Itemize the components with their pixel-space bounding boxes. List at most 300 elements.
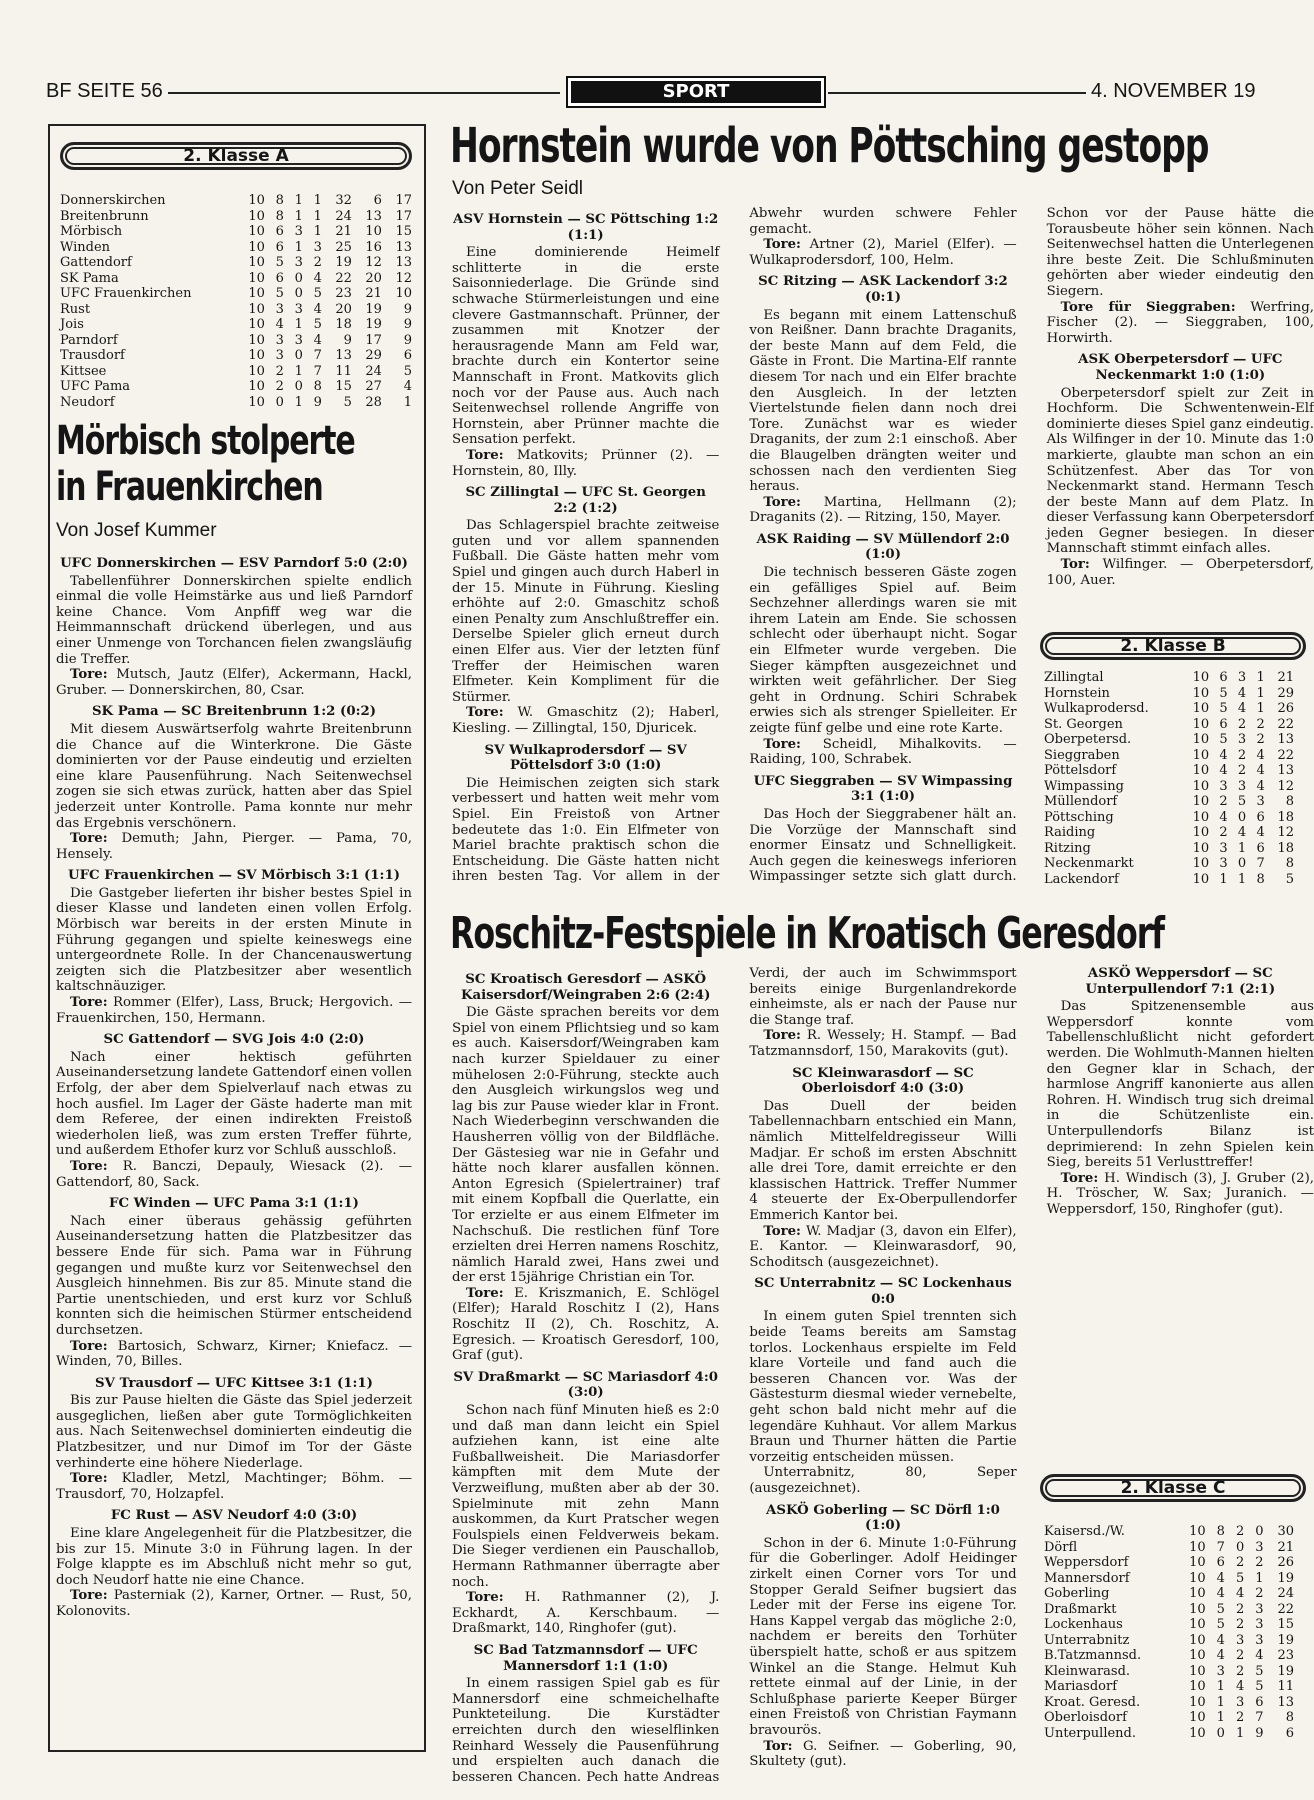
game-report: Das Duell der beiden Tabellennachbarn entschied ein Mann, nämlich Mittelfeldregisseur Willi Madjar. Er schoß im ersten Abschnitt alle drei Tore, damit erreichte er den klassischen Hattrick. Treffer Nummer 4 steuerte der Ex-Oberpullendorfer Emmerich Kantor bei. (749, 1098, 1017, 1223)
stat-cell: 7 (1216, 1539, 1225, 1555)
stat-cell: 17 (365, 332, 382, 348)
stat-cell: 3 (294, 224, 303, 239)
stat-cell: 21 (365, 286, 382, 301)
game-title: SV Trausdorf — UFC Kittsee 3:1 (1:1) (95, 1375, 373, 1391)
stat-cell: 10 (248, 286, 265, 301)
game-title: FC Winden — UFC Pama 3:1 (1:1) (109, 1196, 359, 1212)
game-report: Das Hoch der Sieggrabener hält an. Die Vorzüge der Mannschaft sind enormer Einsatz und Schnelligkeit. Auch gegen die keineswegs inferioren Wimpassinger setzte sich glatt durch. Schon vor der Pause hätte die Torausbeute höher sein können. Nach Seitenwechsel hatten die Unterlegenen ihre beste Zeit. Die Schlußminuten gehörten aber wieder eindeutig den Siegern. (749, 206, 1314, 885)
team-name: Mörbisch (60, 224, 123, 239)
stat-cell: 10 (1189, 1555, 1206, 1570)
game-report: Bis zur Pause hielten die Gäste das Spiel jederzeit ausgeglichen, ließen aber gute Tormöglichkeiten aus. Nach Seitenwechsel dominierten eindeutig die Platzbesitzer, und nur Dimof im Tor der Gäste verhinderte eine höhere Niederlage. (56, 1393, 412, 1471)
team-name: Kaisersd./W. (1044, 1524, 1125, 1539)
stat-cell: 12 (1277, 778, 1294, 794)
stat-cell: 3 (1255, 1617, 1264, 1632)
standings-row (1044, 856, 1294, 872)
stat-cell: 0 (294, 379, 303, 394)
stat-cell: 13 (335, 348, 352, 363)
stat-cell: 6 (275, 270, 284, 286)
stat-cell: 19 (1277, 1632, 1294, 1648)
section-label: SPORT (566, 76, 826, 108)
stat-cell: 29 (1277, 685, 1294, 701)
stat-cell: 17 (395, 208, 412, 224)
stat-cell: 0 (294, 348, 303, 363)
stat-cell: 8 (1285, 1710, 1294, 1725)
art1-headline-1: Mörbisch stolperte (56, 418, 355, 464)
standings-row (60, 317, 412, 333)
scorers-label: Tore: (466, 1285, 504, 1301)
standings-row (60, 364, 412, 380)
scorers-label: Tore: (70, 831, 108, 847)
standings-row (60, 209, 412, 225)
stat-cell: 19 (365, 317, 382, 332)
standings-row (60, 193, 412, 209)
standings-row (1044, 1710, 1294, 1726)
scorers-label: Tore: (466, 1590, 504, 1606)
team-name: Pöttelsdorf (1044, 763, 1117, 778)
game-report: In einem guten Spiel trennten sich beide Teams bereits am Samstag torlos. Lockenhaus erspielte im Feld klare Vorteile und fand auch die besseren Chancen vor. Was der Gästesturm diesmal wieder vernebelte, geht schon bald nicht mehr auf die legendäre Kuhhaut. Vor allem Markus Braun und Thurner hätten die Partie vorzeitig entscheiden müssen. (749, 1309, 1017, 1465)
stat-cell: 7 (1256, 856, 1265, 871)
stat-cell: 1 (313, 193, 322, 208)
game-title: ASK Oberpetersdorf — UFC Neckenmarkt 1:0 (1:0) (1078, 352, 1283, 383)
stat-cell: 10 (248, 379, 265, 394)
stat-cell: 2 (1235, 1555, 1245, 1570)
scorers-text: Martina, Hellmann (2); Draganits (2). — Ritzing, 150, Mayer. (749, 494, 1017, 526)
team-name: UFC Frauenkirchen (60, 286, 192, 301)
stat-cell: 10 (1192, 825, 1210, 840)
stat-cell: 1 (313, 224, 322, 239)
left-box (48, 124, 426, 1752)
stat-cell: 8 (275, 208, 284, 224)
standings-row (60, 379, 412, 395)
stat-cell: 3 (1235, 1632, 1245, 1648)
stat-cell: 1 (1237, 871, 1247, 887)
standings-row (1044, 1571, 1294, 1587)
header-rule-left (168, 92, 560, 94)
stat-cell: 3 (1235, 1694, 1245, 1710)
standings-row (1044, 670, 1294, 686)
stat-cell: 32 (335, 193, 352, 208)
stat-cell: 30 (1277, 1524, 1294, 1539)
stat-cell: 7 (313, 363, 322, 379)
scorers-text: Kladler, Metzl, Machtinger; Böhm. — Trausdorf, 70, Holzapfel. (56, 1471, 412, 1502)
standings-row (1044, 1664, 1294, 1680)
stat-cell: 10 (1192, 871, 1210, 887)
team-name: Kittsee (60, 363, 107, 379)
game-report: Nach einer hektisch geführten Auseinandersetzung landete Gattendorf einen vollen Erfolg, der aber dem Spielverlauf nach etwas zu hoch ausfiel. Im Lager der Gäste haderte man mit dem Referee, der einen indirekten Freistoß wiederholen ließ, was zum ersten Treffer führte, und außerdem Ethofer kurz vor Schluß ausschloß. (56, 1049, 412, 1159)
stat-cell: 10 (1189, 1679, 1206, 1694)
stat-cell: 3 (1255, 1539, 1264, 1555)
game-title: SC Gattendorf — SVG Jois 4:0 (2:0) (103, 1032, 365, 1048)
standings-row (1044, 841, 1294, 857)
stat-cell: 0 (294, 270, 303, 286)
team-name: Weppersdorf (1044, 1555, 1129, 1570)
stat-cell: 8 (275, 193, 284, 208)
scorers-text: Matkovits; Prünner (2). — Hornstein, 80, Illy. (452, 447, 720, 479)
standings-row (1044, 763, 1294, 779)
stat-cell: 10 (1189, 1648, 1206, 1663)
standings-row (1044, 1679, 1294, 1695)
stat-cell: 4 (1235, 1586, 1245, 1601)
stat-cell: 10 (248, 193, 265, 208)
stat-cell: 11 (335, 363, 352, 379)
game-report: Das Schlagerspiel brachte zeitweise guten und vor allem spannenden Fußball. Die Gäste hatten mehr vom Spiel und gingen auch durch Haberl in der 15. Minute in Führung. Kiesling erhöhte auf 2:0. Gmaschitz schoß einen Penalty zum Anschlußtreffer ein. Derselbe Spieler glich erneut durch einen Elfer aus. Vier der letzten fünf Treffer der Heimischen waren Elfmeter. Kein Kompliment für die Stürmer. (452, 518, 720, 705)
stat-cell: 23 (1277, 1648, 1294, 1663)
standings-row (1044, 701, 1294, 717)
stat-cell: 4 (1256, 778, 1265, 794)
stat-cell: 10 (1189, 1694, 1206, 1710)
standings-row (1044, 717, 1294, 733)
game-title: ASK Raiding — SV Müllendorf 2:0 (1:0) (756, 531, 1010, 563)
scorers-label: Tore: (70, 1338, 108, 1354)
stat-cell: 18 (1277, 809, 1294, 825)
stat-cell: 10 (248, 332, 265, 348)
stat-cell: 3 (275, 348, 284, 363)
stat-cell: 4 (1237, 825, 1247, 840)
team-name: Raiding (1044, 825, 1096, 840)
scorers-text: Werfring, Fischer (2). — Sieggraben, 100, Horwirth. (1046, 299, 1314, 346)
stat-cell: 1 (1219, 871, 1228, 887)
stat-cell: 4 (1216, 1632, 1225, 1648)
game-title: UFC Frauenkirchen — SV Mörbisch 3:1 (1:1) (68, 868, 400, 884)
standings-row (1044, 686, 1294, 702)
team-name: B.Tatzmannsd. (1044, 1648, 1142, 1663)
stat-cell: 19 (1277, 1570, 1294, 1586)
game-scorers (749, 1739, 1016, 1770)
stat-cell: 6 (1255, 1694, 1264, 1710)
stat-cell: 1 (1256, 670, 1265, 685)
game-report: Eine dominierende Heimelf schlitterte in die erste Saisonniederlage. Die Gründe sind schwache Stürmerleistungen und eine clevere Gastmannschaft. Prünner, der zusammen mit Knotzer der herausragende Mann am Feld war, brachte durch ein Kontertor seine Mannschaft in Front. Matkovits glich noch vor der Pause aus. Auch nach Seitenwechsel rollende Angriffe von Hornstein, aber Prünner machte die Sensation perfekt. (452, 245, 720, 448)
stat-cell: 0 (1237, 809, 1247, 825)
standings-row (1044, 748, 1294, 764)
standings-row (1044, 825, 1294, 841)
stat-cell: 4 (275, 317, 284, 332)
klasse-b-table (1044, 670, 1294, 887)
stat-cell: 5 (275, 286, 284, 301)
stat-cell: 10 (1192, 778, 1210, 794)
game-scorers (452, 1590, 719, 1637)
game-scorers (452, 705, 719, 736)
game-title: SC Kleinwarasdorf — SC Oberloisdorf 4:0 (3:0) (792, 1065, 974, 1097)
stat-cell: 1 (294, 394, 303, 410)
stat-cell: 2 (1255, 1555, 1264, 1570)
stat-cell: 4 (1219, 747, 1228, 763)
stat-cell: 10 (1189, 1586, 1206, 1601)
stat-cell: 10 (1192, 747, 1210, 763)
stat-cell: 6 (275, 239, 284, 255)
team-name: Neudorf (60, 394, 115, 410)
game-title: SC Ritzing — ASK Lackendorf 3:2 (0:1) (758, 274, 1008, 305)
stat-cell: 10 (1192, 670, 1210, 685)
klasse-c-table (1044, 1524, 1294, 1741)
team-name: Breitenbrunn (60, 208, 149, 224)
stat-cell: 3 (294, 332, 303, 348)
standings-row (1044, 732, 1294, 748)
stat-cell: 28 (365, 394, 382, 410)
stat-cell: 10 (1192, 794, 1210, 809)
stat-cell: 19 (1277, 1663, 1294, 1679)
stat-cell: 7 (1255, 1710, 1264, 1725)
header-rule-right (828, 92, 1086, 94)
scorers-label: Tore: (466, 447, 504, 463)
team-name: Neckenmarkt (1044, 856, 1134, 871)
scorers-text: R. Wessely; H. Stampf. — Bad Tatzmannsdorf, 150, Marakovits (gut). (749, 1028, 1017, 1059)
team-name: Wulkaprodersd. (1044, 701, 1149, 716)
scorers-text: Pasterniak (2), Karner, Ortner. — Rust, 50, Kolonovits. (56, 1588, 412, 1619)
klasse-b-title: 2. Klasse B (1040, 632, 1306, 660)
stat-cell: 4 (1235, 1679, 1245, 1694)
scorers-label: Tore: (70, 1471, 108, 1487)
stat-cell: 10 (248, 317, 265, 332)
standings-row (1044, 1555, 1294, 1571)
team-name: Hornstein (1044, 685, 1110, 701)
stat-cell: 6 (1285, 1725, 1294, 1741)
stat-cell: 6 (1219, 670, 1228, 685)
standings-row (60, 271, 412, 287)
game-report: Die technisch besseren Gäste zogen ein gefälliges Spiel auf. Beim Sechzehner allerdings waren sie mit ihrem Latein am Ende. Sie schossen schlecht oder überhaupt nicht. Sogar ein Elfmeter wurde vergeben. Die Sieger kämpften ausgezeichnet und wirkten weit gefährlicher. Der Sieg geht in Ordnung. Schiri Schrabek erwies sich als strenger Spielleiter. Er zeigte fünf gelbe und eine rote Karte. (749, 565, 1017, 736)
stat-cell: 4 (1256, 747, 1265, 763)
stat-cell: 15 (1277, 1617, 1294, 1632)
game-scorers (749, 1224, 1016, 1271)
stat-cell: 8 (1285, 856, 1294, 871)
stat-cell: 12 (395, 270, 412, 286)
team-name: Zillingtal (1044, 670, 1104, 685)
stat-cell: 5 (1219, 685, 1228, 701)
issue-date: 4. NOVEMBER 19 (1091, 80, 1256, 102)
game-scorers (1047, 1171, 1314, 1218)
stat-cell: 13 (395, 255, 412, 270)
game-report: Es begann mit einem Lattenschuß von Reißner. Dann brachte Draganits, der beste Mann auf dem Feld, die Gäste in Front. Die Martina-Elf rannte diesem Tor nach und ein Elfer brachte den Ausgleich. In der letzten Viertelstunde fielen dann noch drei Tore. Zunächst war es wieder Draganits, der zum 2:1 einschoß. Aber die Blaugelben drängten weiter und schossen nach den verdienten Sieg heraus. (749, 307, 1017, 495)
stat-cell: 10 (248, 363, 265, 379)
stat-cell: 6 (275, 224, 284, 239)
stat-cell: 22 (1277, 716, 1294, 732)
scorers-text: Demuth; Jahn, Pierger. — Pama, 70, Hensely. (56, 831, 413, 862)
stat-cell: 2 (1235, 1524, 1245, 1539)
stat-cell: 2 (1235, 1601, 1245, 1617)
standings-row (60, 348, 412, 364)
scorers-label: Tore: (763, 736, 801, 752)
game-scorers (749, 1465, 1016, 1496)
team-name: Rust (60, 301, 91, 317)
stat-cell: 10 (1189, 1539, 1206, 1555)
game-title: SC Kroatisch Geresdorf — ASKÖ Kaisersdorf/Weingraben 2:6 (2:4) (460, 972, 711, 1003)
stat-cell: 5 (1216, 1617, 1225, 1632)
stat-cell: 0 (1255, 1524, 1264, 1539)
klasse-b-clip (1044, 670, 1294, 894)
stat-cell: 4 (313, 301, 322, 317)
stat-cell: 27 (365, 379, 382, 394)
team-name: Goberling (1044, 1586, 1110, 1601)
stat-cell: 16 (365, 239, 382, 255)
art2-headline: Hornstein wurde von Pöttsching gestopp (450, 118, 1209, 174)
stat-cell: 18 (1277, 840, 1294, 856)
game-report: Das Spitzenensemble aus Weppersdorf konnte vom Tabellenschlußlicht nicht gefordert werden. Die Wohlmuth-Mannen hielten den Gegner klar in Schach, der harmlose Angriff kanonierte aus allen Rohren. H. Windisch trug sich dreimal in die Schützenliste ein. Unterpullendorfs Bilanz ist deprimierend: In zehn Spielen kein Sieg, bereits 51 Verlusttreffer! (1046, 999, 1314, 1171)
art2-byline: Von Peter Seidl (452, 178, 583, 199)
stat-cell: 10 (1189, 1524, 1206, 1539)
stat-cell: 10 (1189, 1570, 1206, 1586)
stat-cell: 4 (313, 332, 322, 348)
stat-cell: 24 (335, 208, 352, 224)
game-report: Eine klare Angelegenheit für die Platzbesitzer, die bis zur 15. Minute 3:0 in Führung lagen. In der Folge klappte es im Abschluß nicht mehr so gut, doch Neudorf hatte nie eine Chance. (56, 1526, 412, 1588)
stat-cell: 6 (1256, 840, 1265, 856)
stat-cell: 1 (1216, 1710, 1225, 1725)
team-name: Kroat. Geresd. (1044, 1694, 1141, 1710)
stat-cell: 6 (403, 348, 412, 363)
stat-cell: 21 (1277, 1539, 1294, 1555)
stat-cell: 2 (1235, 1617, 1245, 1632)
stat-cell: 10 (248, 301, 265, 317)
stat-cell: 2 (1219, 825, 1228, 840)
stat-cell: 4 (1256, 825, 1265, 840)
game-report: Schon in der 6. Minute 1:0-Führung für die Goberlinger. Adolf Heidinger zirkelt einen Corner vors Tor und Stopper Gerald Seifner bugsiert das Leder mit der Ferse ins eigene Tor. Hans Kappel vergab das mögliche 2:0, nachdem er bereits den Torhüter überspielt hatte, schoß er aus spitzem Winkel an die Stange. Helmut Kuh rettete einmal auf der Linie, in der Schlußphase parierte Keeper Bürger einen Freistoß von Christian Faymann bravourös. (749, 1535, 1017, 1738)
stat-cell: 4 (1216, 1648, 1225, 1663)
team-name: Unterrabnitz (1044, 1632, 1130, 1648)
stat-cell: 5 (1255, 1663, 1264, 1679)
scorers-text: E. Kriszmanich, E. Schlögel (Elfer); Harald Roschitz I (2), Hans Roschitz II (2), Ch. Roschitz, A. Egresich. — Kroatisch Geresdorf, 100, Graf (gut). (452, 1285, 720, 1364)
scorers-text: W. Madjar (3, davon ein Elfer), E. Kantor. — Kleinwarasdorf, 90, Schoditsch (ausgezeichnet). (749, 1223, 1017, 1270)
stat-cell: 10 (248, 239, 265, 255)
scorers-text: W. Gmaschitz (2); Haberl, Kiesling. — Zillingtal, 150, Djuricek. (452, 705, 720, 736)
stat-cell: 1 (313, 208, 322, 224)
scorers-text: Bartosich, Schwarz, Kirner; Kniefacz. — Winden, 70, Billes. (56, 1338, 412, 1370)
game-title: ASKÖ Goberling — SC Dörfl 1:0 (1:0) (766, 1502, 1000, 1534)
team-name: UFC Pama (60, 379, 131, 394)
stat-cell: 3 (1255, 1601, 1264, 1617)
game-report: Oberpetersdorf spielt zur Zeit in Hochform. Die Schwentenwein-Elf dominierte dieses Spiel ganz eindeutig. Als Wilfinger in der 10. Minute das 1:0 markierte, glaubte man schon an ein Schützenfest. Aber das Tor von Neckenmarkt stand. Hermann Tesch der beste Mann auf dem Platz. In dieser Verfassung kann Oberpetersdorf jeden Gegner besiegen. In dieser Mannschaft stimmt einfach alles. (1046, 385, 1314, 557)
stat-cell: 10 (1192, 809, 1210, 825)
stat-cell: 10 (1192, 701, 1210, 716)
stat-cell: 15 (335, 379, 352, 394)
stat-cell: 1 (294, 239, 303, 255)
stat-cell: 10 (1192, 732, 1210, 747)
standings-row (1044, 1617, 1294, 1633)
standings-row (60, 302, 412, 318)
scorers-label: Tor: (763, 1738, 793, 1754)
scorers-text: Wilfinger. — Oberpetersdorf, 100, Auer. (1046, 557, 1314, 588)
stat-cell: 2 (1256, 716, 1265, 732)
stat-cell: 0 (1216, 1725, 1225, 1741)
team-name: Mannersdorf (1044, 1570, 1130, 1586)
team-name: Dörfl (1044, 1539, 1078, 1555)
art3-headline: Roschitz-Festspiele in Kroatisch Geresdorf (450, 908, 1164, 959)
stat-cell: 3 (1237, 670, 1247, 685)
stat-cell: 13 (1277, 732, 1294, 747)
stat-cell: 10 (1192, 716, 1210, 732)
stat-cell: 5 (313, 286, 322, 301)
game-scorers (56, 1339, 412, 1370)
stat-cell: 21 (335, 224, 352, 239)
stat-cell: 13 (395, 239, 412, 255)
stat-cell: 4 (1237, 701, 1247, 716)
klasse-c-title: 2. Klasse C (1040, 1474, 1306, 1502)
team-name: Oberpetersd. (1044, 732, 1132, 747)
stat-cell: 3 (1219, 778, 1228, 794)
game-report: Tabellenführer Donnerskirchen spielte endlich einmal die volle Heimstärke aus und ließ Parndorf keine Chance. Vom Anpfiff weg war die Heimmannschaft drückend überlegen, und aus einer Unmenge von Torchancen fielen zwangsläufig die Treffer. (56, 573, 412, 667)
stat-cell: 13 (1277, 1694, 1294, 1710)
team-name: Lackendorf (1044, 871, 1119, 887)
standings-row (1044, 779, 1294, 795)
stat-cell: 26 (1277, 1555, 1294, 1570)
standings-row (1044, 1540, 1294, 1556)
stat-cell: 1 (1235, 1725, 1245, 1741)
stat-cell: 2 (1237, 716, 1247, 732)
standings-row (1044, 1695, 1294, 1711)
game-scorers (1047, 300, 1314, 347)
stat-cell: 15 (395, 224, 412, 239)
stat-cell: 18 (335, 317, 352, 332)
stat-cell: 5 (1219, 732, 1228, 747)
game-title: SV Wulkaprodersdorf — SV Pöttelsdorf 3:0 (1:0) (484, 742, 687, 774)
game-report: Mit diesem Auswärtserfolg wahrte Breitenbrunn die Chance auf die Winterkrone. Die Gäste dominierten vor der Pause eindeutig und erzielten eine klare Pausenführung. Nach Seitenwechsel zogen sie sich etwas zurück, hatten aber das Spiel jederzeit unter Kontrolle. Pama konnte nur mehr das Ergebnis verschönern. (56, 721, 412, 831)
scorers-label: Tore für Sieggraben: (1060, 299, 1236, 315)
stat-cell: 5 (1235, 1570, 1245, 1586)
game-title: FC Rust — ASV Neudorf 4:0 (3:0) (110, 1508, 358, 1524)
stat-cell: 17 (395, 193, 412, 208)
stat-cell: 22 (335, 270, 352, 286)
stat-cell: 10 (248, 270, 265, 286)
stat-cell: 9 (403, 317, 412, 332)
page-header (46, 76, 1281, 106)
stat-cell: 25 (335, 239, 352, 255)
game-title: UFC Sieggraben — SV Wimpassing 3:1 (1:0) (753, 773, 1013, 805)
stat-cell: 9 (403, 332, 412, 348)
stat-cell: 10 (248, 348, 265, 363)
game-report: Die Gäste sprachen bereits vor dem Spiel von einem Pflichtsieg und so kam es auch. Kaisersdorf/Weingraben kam nach kurzer Spieldauer zu einer mühelosen 2:0-Führung, steckte auch den Ausgleich wirkungslos weg und lag bis zur Pause wieder klar in Front. Nach Wiederbeginn verschwanden die Hausherren völlig von der Bildfläche. Der Gästesieg war nie in Gefahr und hätte noch klarer ausfallen können. Anton Egresich (Spielertrainer) traf mit einem Kopfball die Querlatte, ein Tor erzielte er aus einem Elfmeter im Nachschuß. Die restlichen fünf Tore erzielten drei Herren namens Roschitz, nämlich Harald zwei, Hans zwei und der erst 15jährige Christian ein Tor. (452, 1005, 720, 1286)
stat-cell: 8 (313, 379, 322, 394)
game-scorers (452, 448, 719, 479)
game-report: Die Gastgeber lieferten ihr bisher bestes Spiel in dieser Klasse und landeten einen vollen Erfolg. Mörbisch war bereits in der ersten Minute in Führung gegangen und spielte keineswegs eine untergeordnete Rolle. In der Chancenauswertung zeigten sich die Platzbesitzer aber wesentlich kaltschnäuziger. (56, 885, 412, 995)
team-name: Gattendorf (60, 255, 132, 270)
stat-cell: 2 (275, 379, 284, 394)
scorers-label: Tore: (1060, 1170, 1099, 1186)
scorers-label: Tore: (763, 494, 801, 510)
team-name: Parndorf (60, 332, 118, 348)
scorers-text: G. Seifner. — Goberling, 90, Skultety (gut). (749, 1738, 1017, 1770)
stat-cell: 3 (313, 239, 322, 255)
scorers-text: Unterrabnitz, 80, Seper (ausgezeichnet). (749, 1465, 1017, 1496)
scorers-text: Scheidl, Mihalkovits. — Raiding, 100, Schrabek. (749, 736, 1017, 768)
scorers-text: H. Rathmanner (2), J. Eckhardt, A. Kerschbaum. — Draßmarkt, 140, Ringhofer (gut). (452, 1590, 720, 1637)
stat-cell: 6 (1256, 809, 1265, 825)
game-scorers (452, 1286, 719, 1364)
game-scorers (1047, 557, 1314, 588)
stat-cell: 4 (1237, 685, 1247, 701)
standings-row (1044, 794, 1294, 810)
stat-cell: 2 (1237, 747, 1247, 763)
stat-cell: 4 (1255, 1648, 1264, 1663)
stat-cell: 19 (365, 301, 382, 317)
art1-byline: Von Josef Kummer (56, 520, 217, 541)
stat-cell: 10 (248, 394, 265, 410)
stat-cell: 5 (1237, 794, 1247, 809)
team-name: Ritzing (1044, 840, 1091, 856)
stat-cell: 10 (1192, 840, 1210, 856)
standings-row (1044, 810, 1294, 826)
standings-row (60, 255, 412, 271)
stat-cell: 2 (1256, 732, 1265, 747)
game-scorers (749, 1028, 1016, 1059)
scorers-label: Tor: (1060, 557, 1090, 573)
standings-row (60, 286, 412, 302)
team-name: Draßmarkt (1044, 1601, 1117, 1617)
stat-cell: 2 (313, 255, 322, 270)
scorers-text: H. Windisch (3), J. Gruber (2), H. Tröscher, W. Sax; Juranich. — Weppersdorf, 150, Ringhofer (gut). (1046, 1170, 1314, 1217)
stat-cell: 9 (403, 301, 412, 317)
scorers-label: Tore: (466, 705, 504, 721)
stat-cell: 6 (1216, 1555, 1225, 1570)
klasse-a-table (60, 193, 412, 410)
team-name: Trausdorf (60, 348, 125, 363)
stat-cell: 13 (365, 208, 382, 224)
